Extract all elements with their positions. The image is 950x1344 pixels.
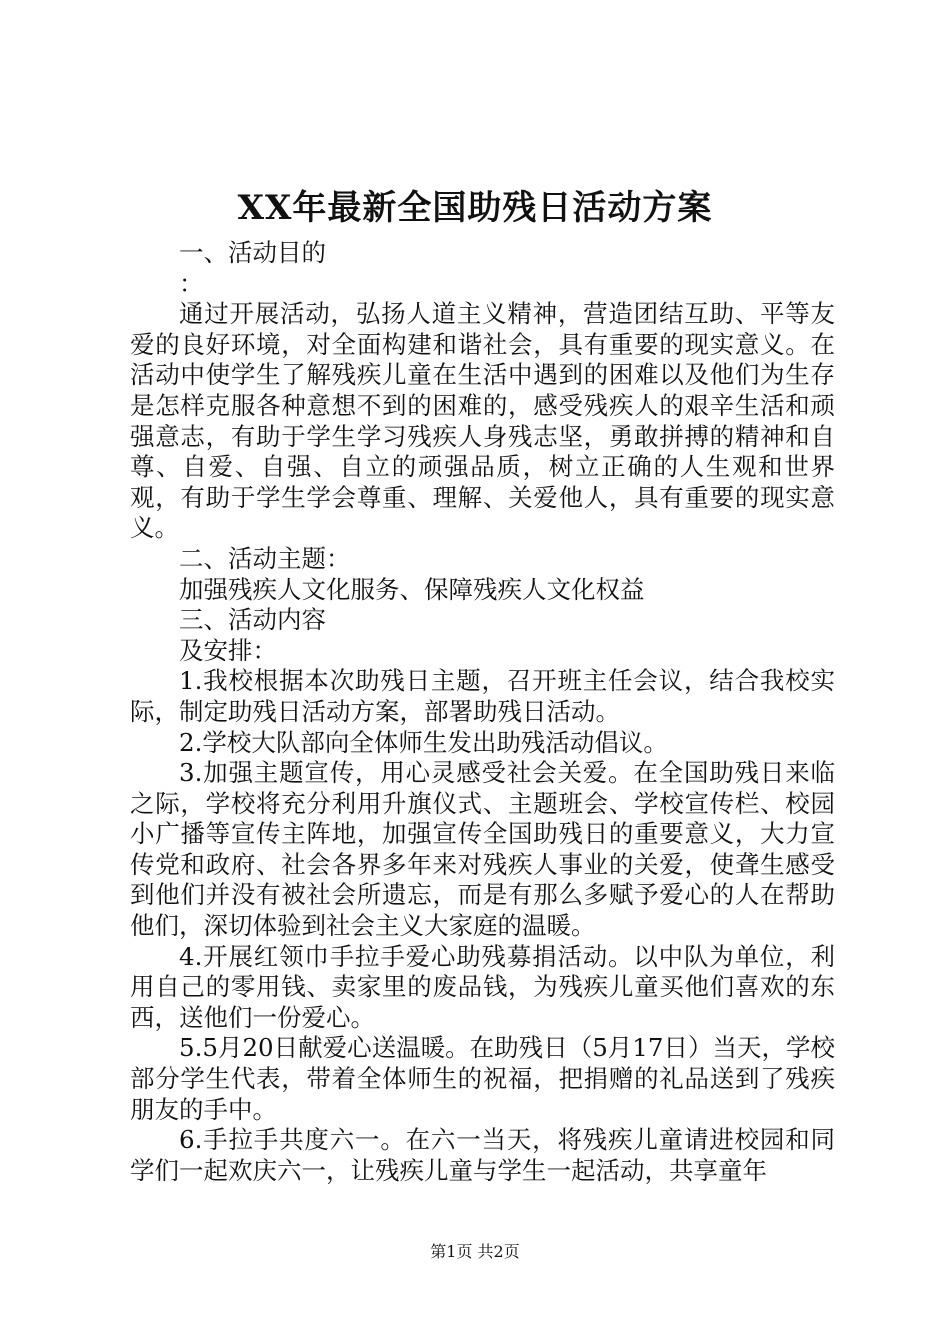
document-title: XX年最新全国助残日活动方案 [237, 188, 713, 228]
page-number-footer: 第1页 共2页 [430, 1242, 520, 1261]
paragraph-theme: 加强残疾人文化服务、保障残疾人文化权益 [179, 574, 645, 604]
paragraph-purpose: 通过开展活动，弘扬人道主义精神，营造团结互助、平等友爱的良好环境，对全面构建和谐社会，具有重要的现实意义。在活动中使学生了解残疾儿童在生活中遇到的困难以及他们为生存是怎样克服各种意想不到的困难的，感受残疾人的艰辛生活和顽强意志，有助于学生学习残疾人身残志坚，勇敢拼搏的精神和自尊、自爱、自强、自立的顽强品质，树立正确的人生观和世界观，有助于学生学会尊重、理解、关爱他人，具有重要的现实意义。 [130, 299, 835, 543]
document-body [130, 238, 835, 1186]
list-item-4: 4.开展红领巾手拉手爱心助残募捐活动。以中队为单位，利用自己的零用钱、卖家里的废品钱，为残疾儿童买他们喜欢的东西，送他们一份爱心。 [130, 941, 835, 1032]
stray-colon: ： [179, 268, 204, 298]
section-heading-content: 三、活动内容 [179, 605, 326, 635]
section-heading-arrangement: 及安排： [179, 635, 277, 665]
list-item-1: 1.我校根据本次助残日主题，召开班主任会议，结合我校实际，制定助残日活动方案，部署助残日活动。 [130, 666, 835, 726]
list-item-6: 6.手拉手共度六一。在六一当天，将残疾儿童请进校园和同学们一起欢庆六一，让残疾儿童与学生一起活动，共享童年 [130, 1125, 835, 1185]
list-item-5: 5.5月20日献爱心送温暖。在助残日（5月17日）当天，学校部分学生代表，带着全体师生的祝福，把捐赠的礼品送到了残疾朋友的手中。 [130, 1033, 835, 1124]
list-item-3: 3.加强主题宣传，用心灵感受社会关爱。在全国助残日来临之际，学校将充分利用升旗仪式、主题班会、学校宣传栏、校园小广播等宣传主阵地，加强宣传全国助残日的重要意义，大力宣传党和政府、社会各界多年来对残疾人事业的关爱，使聋生感受到他们并没有被社会所遗忘，而是有那么多赋予爱心的人在帮助他们，深切体验到社会主义大家庭的温暖。 [130, 758, 835, 941]
list-item-2: 2.学校大队部向全体师生发出助残活动倡议。 [179, 727, 668, 757]
section-heading-purpose: 一、活动目的 [179, 238, 326, 267]
section-heading-theme: 二、活动主题： [179, 543, 351, 573]
